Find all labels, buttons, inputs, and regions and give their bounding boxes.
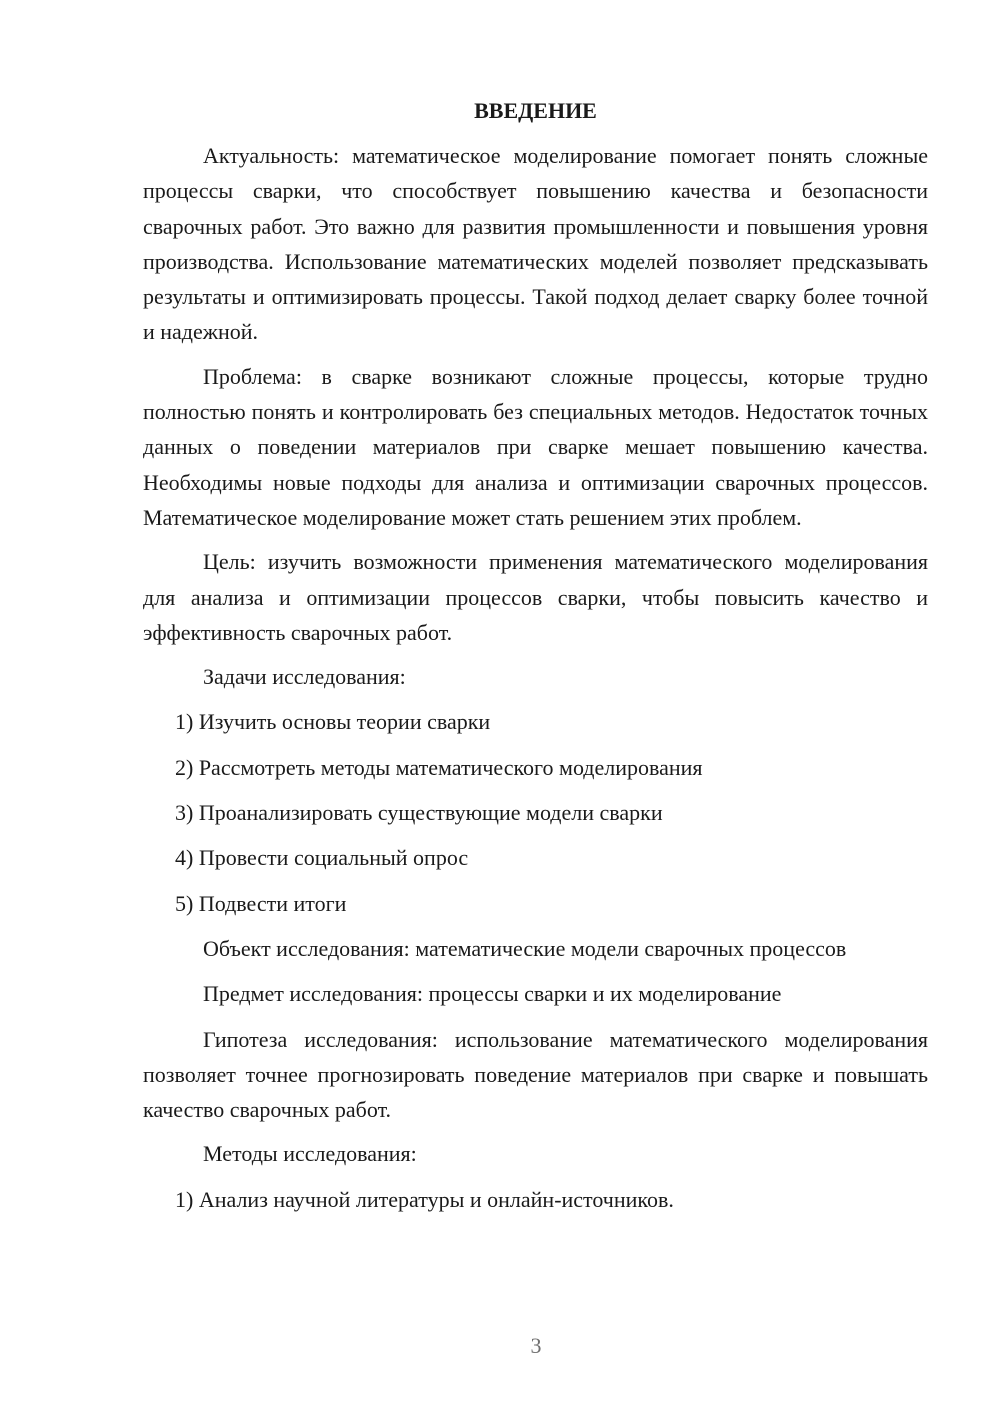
page-title: ВВЕДЕНИЕ [474,98,597,123]
paragraph-relevance: Актуальность: математическое моделирование помогает понять сложные процессы сварки, что способствует повышению качества и безопасности сварочных работ. Это важно для развития промышленности и повышения уровня производства. Использование математических моделей позволяет предсказывать результаты и оптимизировать процессы. Такой подход делает сварку более точной и надежной. [143,143,928,345]
paragraph-problem: Проблема: в сварке возникают сложные процессы, которые трудно полностью понять и контролировать без специальных методов. Недостаток точных данных о поведении материалов при сварке мешает повышению качества. Необходимы новые подходы для анализа и оптимизации сварочных процессов. Математическое моделирование может стать решением этих проблем. [143,363,928,530]
list-item: 1) Анализ научной литературы и онлайн-источников. [175,1186,674,1212]
list-item: 3) Проанализировать существующие модели сварки [175,800,663,826]
paragraph-goal: Цель: изучить возможности применения математического моделирования для анализа и оптимизации процессов сварки, чтобы повысить качество и эффективность сварочных работ. [143,549,928,645]
methods-title: Методы исследования: [203,1141,417,1167]
page-number: 3 [530,1333,542,1358]
paragraph-subject: Предмет исследования: процессы сварки и их моделирование [203,981,782,1007]
list-item: 1) Изучить основы теории сварки [175,709,491,735]
list-item: 5) Подвести итоги [175,890,347,916]
methods-list [143,1182,928,1217]
list-item: 2) Рассмотреть методы математического моделирования [175,754,703,780]
paragraph-object: Объект исследования: математические модели сварочных процессов [203,935,847,961]
tasks-list [143,704,928,920]
list-item: 4) Провести социальный опрос [175,845,469,871]
paragraph-hypothesis: Гипотеза исследования: использование математического моделирования позволяет точнее прогнозировать поведение материалов при сварке и повышать качество сварочных работ. [143,1026,928,1123]
document-page [143,96,928,1227]
tasks-title: Задачи исследования: [203,664,406,690]
